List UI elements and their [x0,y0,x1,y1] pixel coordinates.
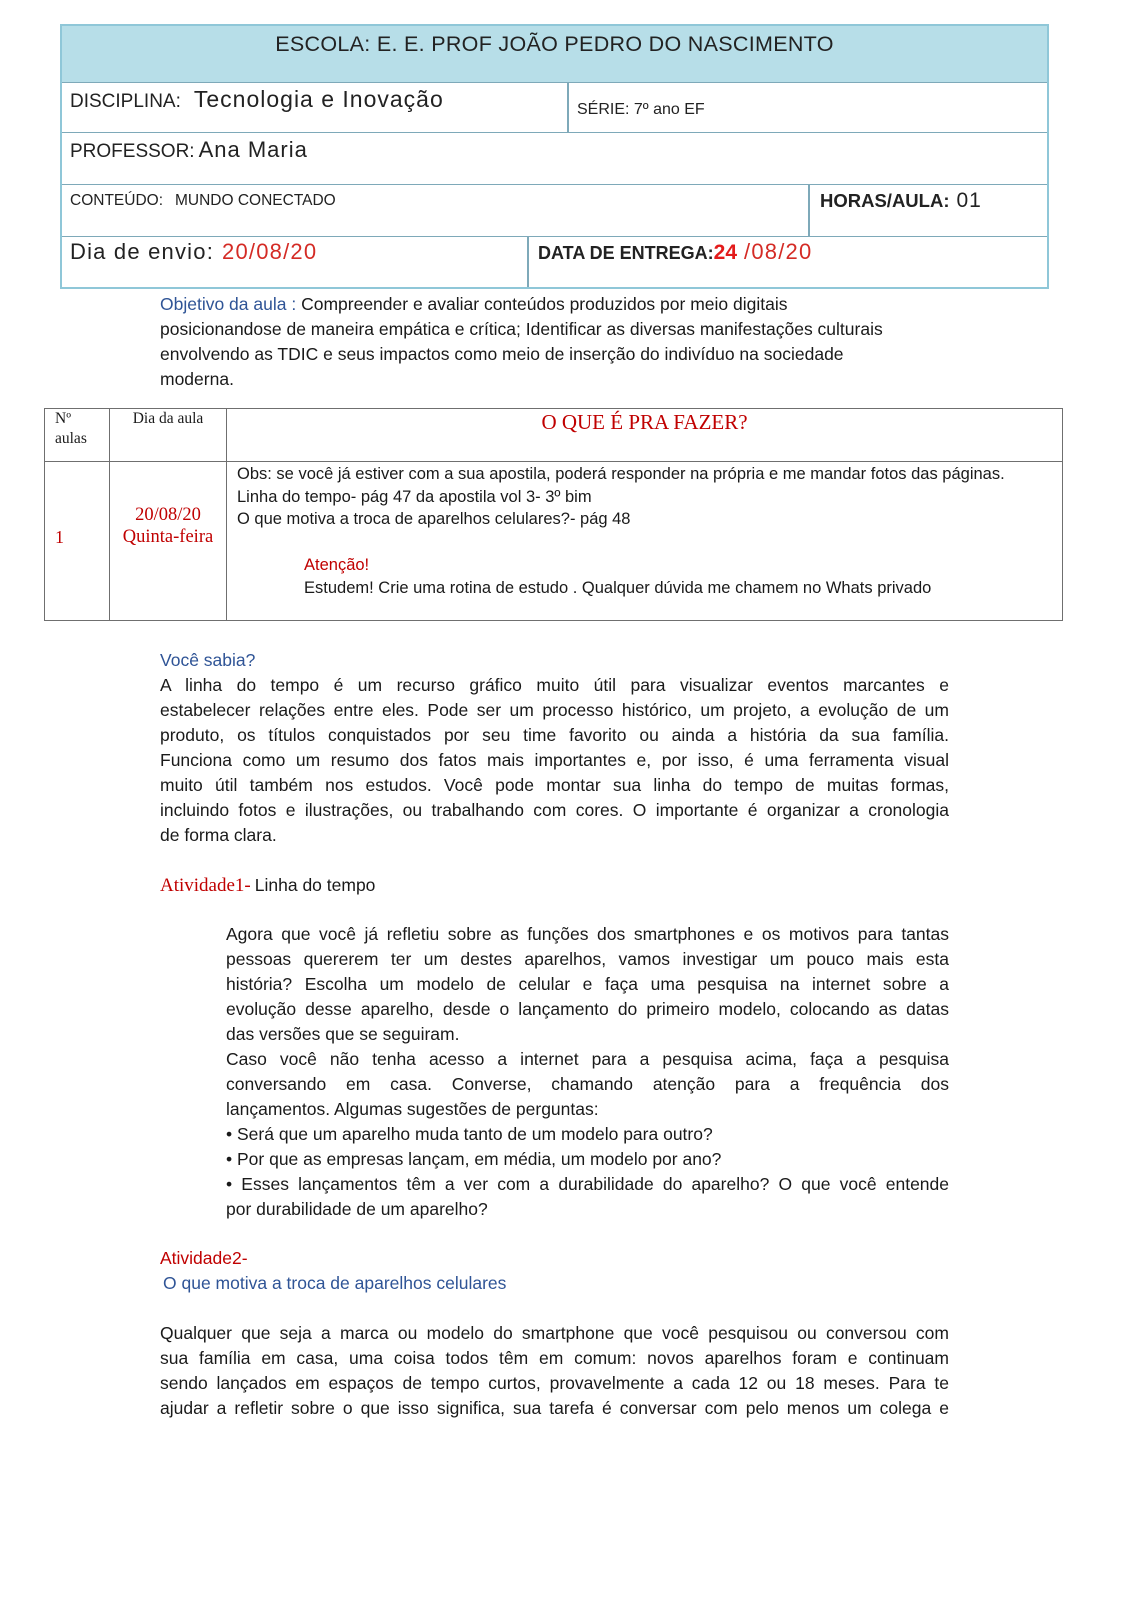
lesson-note: Obs: se você já estiver com a sua apostila, poderá responder na própria e me mandar fotos das páginas. [237,465,1005,483]
did-you-know-line: A linha do tempo é um recurso gráfico muito útil para visualizar eventos marcantes e [160,674,949,695]
lesson-note: Linha do tempo- pág 47 da apostila vol 3- 3º bim [237,487,592,506]
did-you-know-line: muito útil também nos estudos. Você pode montar sua linha do tempo de muitas formas, [160,774,949,795]
content-label: CONTEÚDO: [70,192,163,209]
objective-line: envolvendo as TDIC e seus impactos como meio de inserção do indivíduo na sociedade [160,343,844,364]
objective [160,292,980,392]
lesson-notes [237,463,1005,531]
teacher [70,136,308,167]
activity1-bullet: • Será que um aparelho muda tanto de um modelo para outro? [226,1123,713,1144]
due-date [538,238,812,269]
column-header-task: O QUE É PRA FAZER? [541,410,748,434]
attention-text: Estudem! Crie uma rotina de estudo . Qualquer dúvida me chamem no Whats privado [304,578,932,597]
activity1-text [226,922,949,1222]
activity2-label: Atividade2- [160,1247,248,1268]
content [70,190,336,212]
discipline-label: DISCIPLINA: [70,91,181,112]
column-header-date: Dia da aula [132,410,204,427]
activity2-line: ajudar a refletir sobre o que isso significa, sua tarefa é conversar com pelo menos um colega e [160,1397,949,1418]
cell-divider [567,83,569,132]
activity1-title: Linha do tempo [254,874,376,895]
activity1-line: por durabilidade de um aparelho? [226,1198,488,1219]
objective-line [160,292,980,317]
send-date-value: 20/08/20 [222,239,318,264]
activity1-bullet: • Por que as empresas lançam, em média, um modelo por ano? [226,1148,722,1169]
content-value: MUNDO CONECTADO [175,192,336,209]
activity1-label: Atividade1- [160,874,251,896]
school-row [62,26,1047,83]
did-you-know-line: estabelecer relações entre eles. Pode ser um processo histórico, um projeto, a evolução de um [160,699,949,720]
activity1-heading [160,873,949,898]
activity2-title: O que motiva a troca de aparelhos celulares [163,1272,507,1293]
did-you-know-line: de forma clara. [160,824,277,845]
send-label: Dia de envio: [70,239,215,264]
teacher-row [62,133,1047,185]
activity2-line: Qualquer que seja a marca ou modelo do smartphone que você pesquisou ou conversou com [160,1322,949,1343]
hours-value: 01 [956,189,982,212]
did-you-know-section [160,648,949,848]
did-you-know-line: produto, os títulos conquistados por seu time favorito ou ainda a história da sua família. [160,724,949,745]
did-you-know-line: Funciona como um resumo dos fatos mais importantes e, por isso, é uma ferramenta visual [160,749,949,770]
grade: SÉRIE: 7º ano EF [577,101,705,118]
lesson-weekday: Quinta-feira [122,527,214,547]
cell-divider [527,237,529,287]
discipline-value: Tecnologia e Inovação [193,86,444,112]
column-divider [226,409,227,620]
activity2-heading [160,1246,949,1296]
objective-text: Compreender e avaliar conteúdos produzidos por meio digitais [301,293,788,314]
activity1-line: lançamentos. Algumas sugestões de perguntas: [226,1098,599,1119]
teacher-label: PROFESSOR: [70,141,195,162]
activity2-line: sendo lançados em espaços de tempo curtos, provavelmente a cada 12 ou 18 meses. Para te [160,1372,949,1393]
activity1-line: história? Escolha um modelo de celular e faça uma pesquisa na internet sobre a [226,973,949,994]
content-row [62,185,1047,237]
hours-label: HORAS/AULA: [820,190,950,211]
send-date [70,238,317,266]
dates-row [62,237,1047,287]
did-you-know-title: Você sabia? [160,649,256,670]
header-table [60,24,1049,289]
objective-line: posicionandose de maneira empática e crítica; Identificar as diversas manifestações culturais [160,318,883,339]
discipline [70,85,444,117]
activity1-line: Caso você não tenha acesso a internet para a pesquisa acima, faça a pesquisa [226,1048,949,1069]
attention-title: Atenção! [304,555,370,574]
activity1-line: das versões que se seguiram. [226,1023,460,1044]
activity1-line: Agora que você já refletiu sobre as funções dos smartphones e os motivos para tantas [226,923,949,944]
due-month-year: /08/20 [744,239,813,264]
cell-divider [808,185,810,236]
activity1-line: evolução desse aparelho, desde o lançamento do primeiro modelo, colocando as datas [226,998,949,1019]
activity1-line: conversando em casa. Converse, chamando atenção para a frequência dos [226,1073,949,1094]
activity1-bullet: • Esses lançamentos têm a ver com a durabilidade do aparelho? O que você entende [226,1173,949,1194]
activity1-heading-line [160,873,949,898]
due-day: 24 [713,241,738,264]
schedule-table [44,408,1063,621]
activity1-line: pessoas quererem ter um destes aparelhos, vamos investigar um pouco mais esta [226,948,949,969]
objective-line: moderna. [160,368,234,389]
objective-label: Objetivo da aula : [160,293,297,314]
teacher-value: Ana Maria [198,137,308,162]
activity2-line: sua família em casa, uma coisa todos têm em comum: novos aparelhos foram e continuam [160,1347,949,1368]
lesson-note: O que motiva a troca de aparelhos celulares?- pág 48 [237,510,631,529]
row-divider [45,461,1062,462]
activity2-text [160,1321,949,1421]
lesson-date [110,504,226,548]
due-label: DATA DE ENTREGA: [538,243,714,263]
hours [820,188,982,216]
discipline-row [62,83,1047,133]
column-header-number: Nº aulas [55,410,87,447]
attention-note [304,554,931,599]
lesson-date-value: 20/08/20 [135,505,201,525]
lesson-number: 1 [55,527,64,547]
did-you-know-line: incluindo fotos e ilustrações, ou trabalhando com cores. O importante é organizar a cronologia [160,799,949,820]
school-name: ESCOLA: E. E. PROF JOÃO PEDRO DO NASCIMENTO [275,32,834,56]
